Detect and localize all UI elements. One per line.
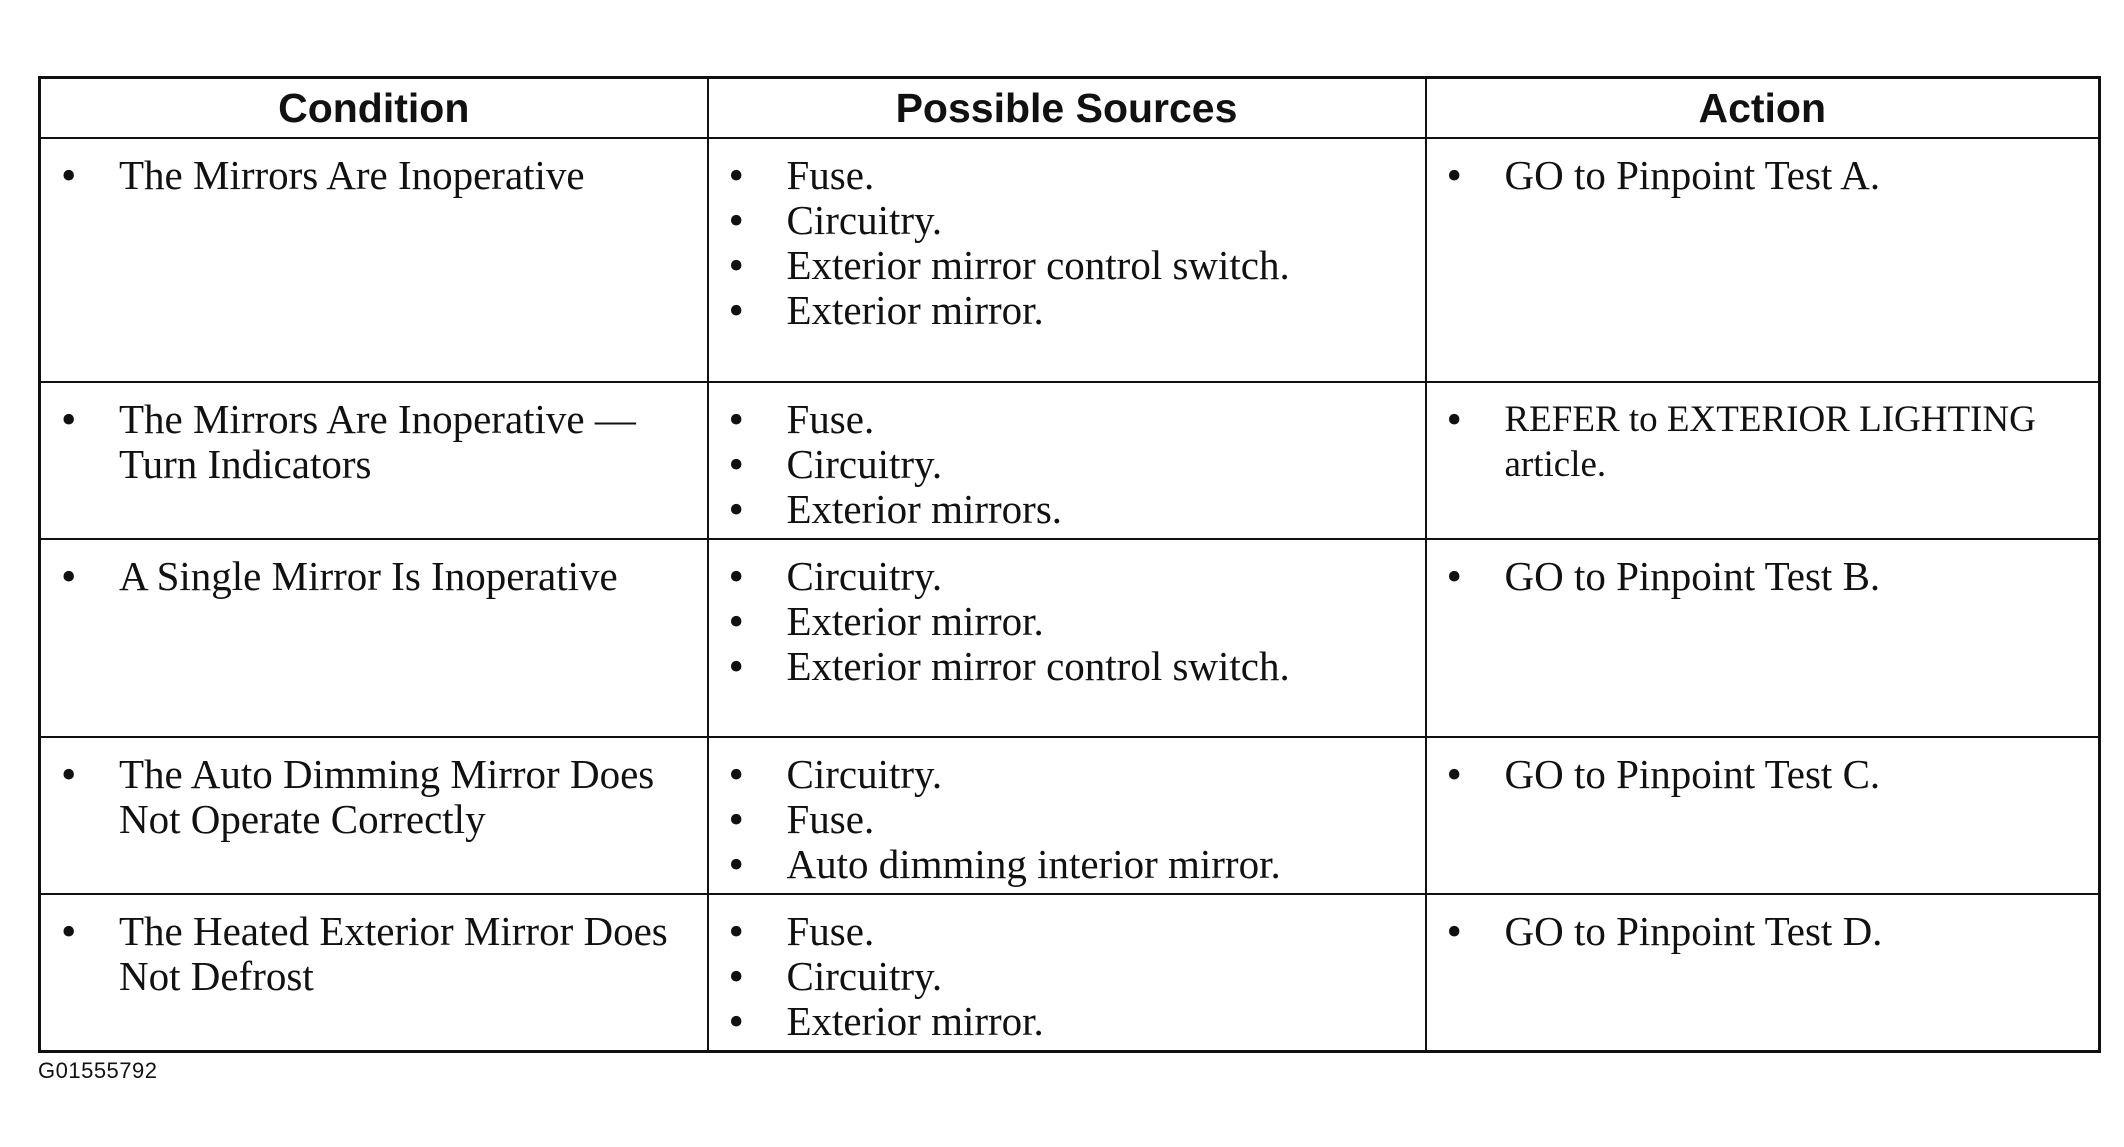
source-item: • Exterior mirror control switch. [721,644,1415,689]
condition-text: • The Mirrors Are Inoperative — Turn Indicators [53,397,697,487]
sources-cell [708,138,1426,382]
table-row [40,737,2100,894]
condition-cell [40,539,708,737]
action-text: • GO to Pinpoint Test A. [1439,153,2089,198]
table-row [40,138,2100,382]
condition-cell [40,737,708,894]
header-possible-sources: Possible Sources [708,78,1426,139]
table-row [40,894,2100,1052]
sources-cell [708,382,1426,539]
condition-text: • The Mirrors Are Inoperative [53,153,697,198]
source-item: • Auto dimming interior mirror. [721,842,1415,887]
source-item: • Exterior mirror. [721,288,1415,333]
source-item: • Fuse. [721,153,1415,198]
action-cell [1426,894,2100,1052]
action-text: • GO to Pinpoint Test C. [1439,752,2089,797]
condition-cell [40,138,708,382]
source-item: • Circuitry. [721,442,1415,487]
header-condition: Condition [40,78,708,139]
action-cell [1426,737,2100,894]
condition-text: • A Single Mirror Is Inoperative [53,554,697,599]
source-item: • Fuse. [721,909,1415,954]
table-row [40,539,2100,737]
action-cell [1426,539,2100,737]
action-cell [1426,382,2100,539]
source-item: • Exterior mirror. [721,999,1415,1044]
condition-cell [40,382,708,539]
condition-text: • The Heated Exterior Mirror Does Not Defrost [53,909,697,999]
table-row [40,382,2100,539]
action-cell [1426,138,2100,382]
sources-cell [708,737,1426,894]
source-item: • Exterior mirrors. [721,487,1415,532]
action-text: • GO to Pinpoint Test B. [1439,554,2089,599]
figure-id: G01555792 [38,1058,158,1083]
source-item: • Circuitry. [721,198,1415,243]
source-item: • Exterior mirror. [721,599,1415,644]
source-item: • Circuitry. [721,752,1415,797]
diagnosis-table [38,76,2101,1053]
sources-cell [708,894,1426,1052]
source-item: • Circuitry. [721,954,1415,999]
action-text: • GO to Pinpoint Test D. [1439,909,2089,954]
source-item: • Fuse. [721,397,1415,442]
source-item: • Circuitry. [721,554,1415,599]
action-text: • REFER to EXTERIOR LIGHTING article. [1439,397,2089,487]
header-action: Action [1426,78,2100,139]
condition-cell [40,894,708,1052]
sources-cell [708,539,1426,737]
header-row [40,78,2100,139]
condition-text: • The Auto Dimming Mirror Does Not Operate Correctly [53,752,697,842]
source-item: • Fuse. [721,797,1415,842]
source-item: • Exterior mirror control switch. [721,243,1415,288]
